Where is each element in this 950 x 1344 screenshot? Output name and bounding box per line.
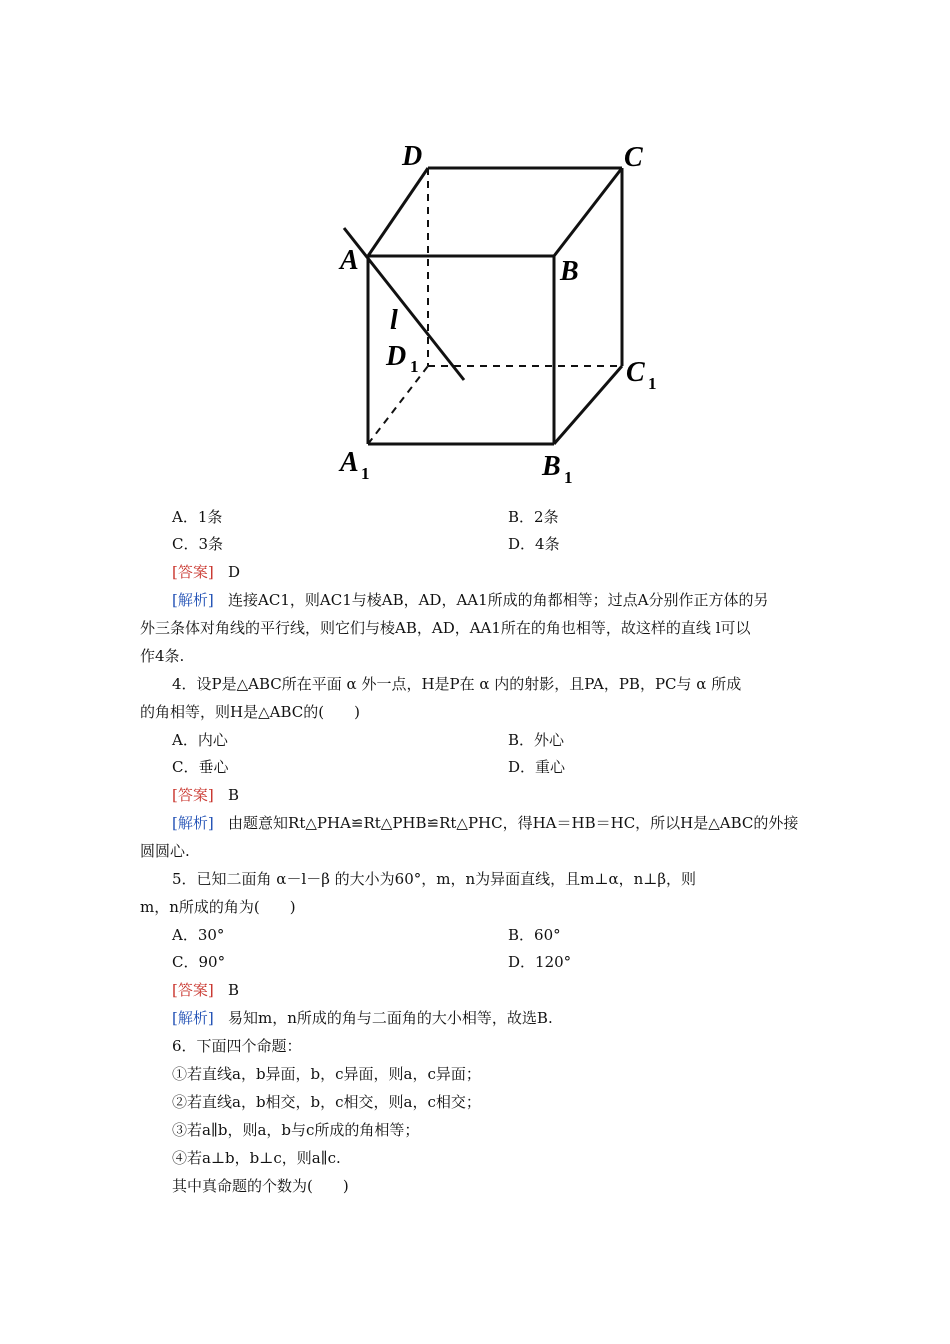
q4-option-a: A．内心 <box>172 731 228 749</box>
q6-proposition-2: ②若直线a，b相交，b，c相交，则a，c相交； <box>172 1093 481 1111</box>
q5-stem-line1: 5．已知二面角 α－l－β 的大小为60°，m，n为异面直线，且m⊥α，n⊥β，则 <box>172 870 697 888</box>
q5-analysis-line1 <box>172 1004 553 1032</box>
q3-analysis-line2: 外三条体对角线的平行线，则它们与棱AB，AD，AA1所在的角也相等，故这样的直线 l可以 <box>140 619 751 637</box>
q4-option-b: B．外心 <box>508 731 565 749</box>
answer-tag: [答案] <box>172 981 214 999</box>
analysis-text: 连接AC1，则AC1与棱AB，AD，AA1所成的角都相等；过点A分别作正方体的另 <box>228 591 769 609</box>
q6-stem: 6．下面四个命题： <box>172 1037 302 1055</box>
analysis-tag: [解析] <box>172 1009 214 1027</box>
q5-option-b: B．60° <box>508 926 561 944</box>
answer-value: D <box>228 563 241 581</box>
q6-proposition-4: ④若a⊥b，b⊥c，则a∥c. <box>172 1149 341 1167</box>
analysis-text: 易知m，n所成的角与二面角的大小相等，故选B. <box>228 1009 553 1027</box>
q4-answer <box>172 781 239 809</box>
q4-analysis-line1 <box>172 809 798 837</box>
q6-proposition-1: ①若直线a，b异面，b，c异面，则a，c异面； <box>172 1065 481 1083</box>
label-A1: A <box>340 447 359 478</box>
q5-stem-line2: m，n所成的角为( ) <box>140 898 296 916</box>
q3-analysis-line3: 作4条. <box>140 647 185 665</box>
q3-option-c: C．3条 <box>172 535 224 553</box>
q3-option-d: D．4条 <box>508 535 560 553</box>
q3-option-a: A．1条 <box>172 508 223 526</box>
cube-diagram <box>330 135 670 490</box>
label-C1-sub: 1 <box>648 374 657 393</box>
q5-option-c: C．90° <box>172 953 226 971</box>
edge-B1C1 <box>554 366 622 444</box>
q4-option-c: C．垂心 <box>172 758 229 776</box>
q5-option-a: A．30° <box>172 926 225 944</box>
q3-answer <box>172 558 240 586</box>
cube-figure <box>330 135 670 490</box>
label-D1-sub: 1 <box>410 357 419 376</box>
edge-BC <box>554 168 622 256</box>
q3-analysis-line1 <box>172 586 769 614</box>
label-B1-sub: 1 <box>564 468 573 487</box>
label-B: B <box>560 256 579 287</box>
q3-option-b: B．2条 <box>508 508 559 526</box>
q4-stem-line2: 的角相等，则H是△ABC的( ) <box>140 703 360 721</box>
q6-proposition-3: ③若a∥b，则a，b与c所成的角相等； <box>172 1121 420 1139</box>
q4-stem-line1: 4．设P是△ABC所在平面 α 外一点，H是P在 α 内的射影，且PA，PB，PC与 α 所成 <box>172 675 742 693</box>
analysis-tag: [解析] <box>172 591 214 609</box>
label-A: A <box>340 245 359 276</box>
label-B1: B <box>542 451 561 482</box>
q5-answer <box>172 976 239 1004</box>
label-l: l <box>390 305 398 336</box>
answer-tag: [答案] <box>172 563 214 581</box>
edge-AD <box>368 168 428 256</box>
label-C1: C <box>626 357 645 388</box>
answer-tag: [答案] <box>172 786 214 804</box>
label-C: C <box>624 142 643 173</box>
label-D: D <box>402 141 423 172</box>
analysis-text: 由题意知Rt△PHA≌Rt△PHB≌Rt△PHC，得HA＝HB＝HC，所以H是△ABC的外接 <box>228 814 799 832</box>
analysis-tag: [解析] <box>172 814 214 832</box>
q6-ask: 其中真命题的个数为( ) <box>172 1177 349 1195</box>
label-A1-sub: 1 <box>361 464 370 483</box>
q4-analysis-line2: 圆圆心. <box>140 842 190 860</box>
edge-A1D1-hidden <box>368 366 428 444</box>
answer-value: B <box>228 981 240 999</box>
q5-option-d: D．120° <box>508 953 572 971</box>
q4-option-d: D．重心 <box>508 758 566 776</box>
answer-value: B <box>228 786 240 804</box>
label-D1: D <box>386 341 407 372</box>
